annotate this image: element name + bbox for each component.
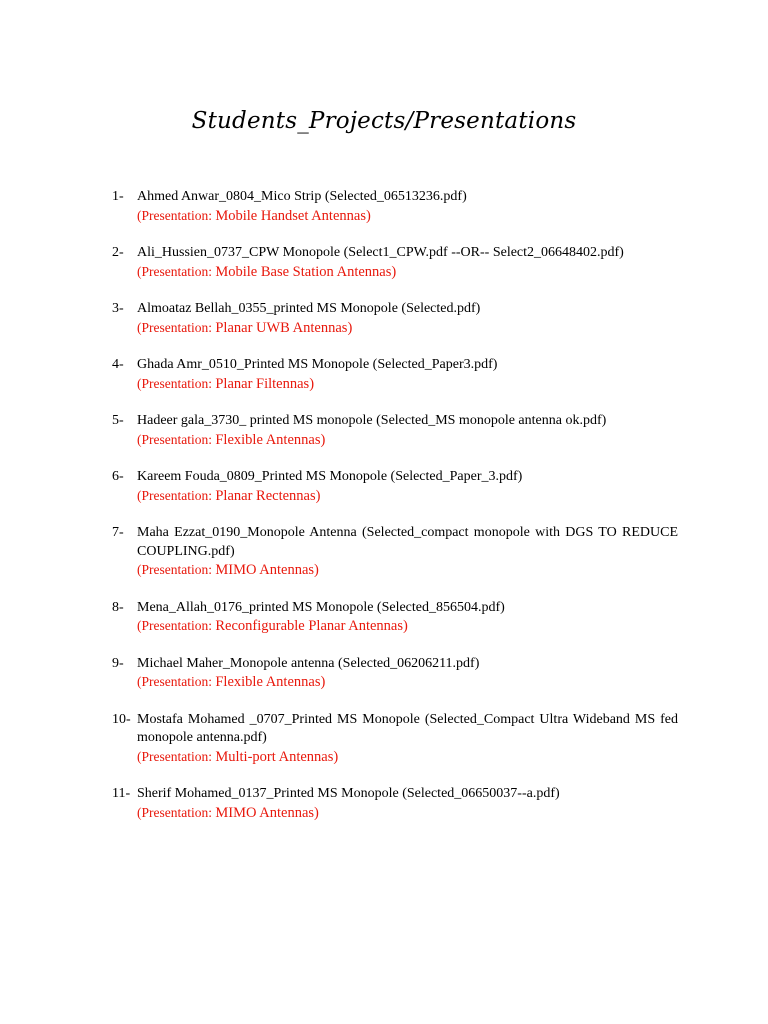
list-item	[112, 785, 678, 823]
presentation-prefix: (Presentation:	[137, 562, 216, 577]
presentation-topic: Multi-port Antennas)	[215, 748, 339, 765]
presentation-topic: Mobile Handset Antennas)	[215, 207, 371, 224]
page-title: Students_Projects/Presentations	[191, 108, 577, 134]
presentation-line	[137, 617, 678, 637]
item-number: 10-	[112, 711, 131, 727]
list-item	[112, 300, 678, 338]
presentation-prefix: (Presentation:	[137, 748, 216, 764]
list-item	[112, 244, 678, 282]
list-item	[112, 468, 678, 506]
presentation-prefix: (Presentation:	[137, 804, 216, 820]
presentation-prefix: (Presentation:	[137, 207, 216, 223]
item-number: 3-	[112, 301, 124, 316]
project-text: Maha Ezzat_0190_Monopole Antenna (Selected_compact monopole with DGS TO REDUCE COUPLING.pdf)	[137, 525, 678, 559]
presentation-line	[137, 207, 678, 227]
presentation-line	[137, 263, 678, 283]
presentation-topic: Reconfigurable Planar Antennas)	[215, 618, 408, 634]
presentation-topic: Flexible Antennas)	[215, 674, 326, 690]
presentation-topic: Planar Rectennas)	[215, 487, 321, 504]
project-text: Almoataz Bellah_0355_printed MS Monopole (Selected.pdf)	[137, 301, 481, 316]
presentation-topic: Mobile Base Station Antennas)	[215, 263, 397, 280]
item-number: 1-	[112, 189, 124, 204]
project-text: Ahmed Anwar_0804_Mico Strip (Selected_06513236.pdf)	[137, 189, 467, 204]
item-number: 8-	[112, 599, 124, 615]
project-text: Mostafa Mohamed _0707_Printed MS Monopole (Selected_Compact Ultra Wideband MS fed monopole antenna.pdf)	[137, 711, 678, 745]
presentation-topic: MIMO Antennas)	[215, 562, 319, 578]
list-item	[112, 655, 678, 693]
presentation-line	[137, 748, 678, 768]
item-number: 2-	[112, 245, 124, 260]
item-number: 11-	[112, 786, 131, 801]
presentation-line	[137, 673, 678, 693]
project-text: Mena_Allah_0176_printed MS Monopole (Selected_856504.pdf)	[137, 599, 505, 615]
presentation-prefix: (Presentation:	[137, 487, 216, 503]
presentation-topic: MIMO Antennas)	[215, 804, 319, 821]
presentation-prefix: (Presentation:	[137, 674, 216, 689]
list-item	[112, 356, 678, 394]
presentation-topic: Planar Filtennas)	[215, 375, 315, 392]
item-number: 9-	[112, 655, 124, 671]
list-item	[112, 524, 678, 581]
item-number: 7-	[112, 525, 124, 540]
project-list	[112, 188, 678, 841]
presentation-line	[137, 319, 678, 339]
project-text: Kareem Fouda_0809_Printed MS Monopole (Selected_Paper_3.pdf)	[137, 469, 523, 484]
presentation-prefix: (Presentation:	[137, 431, 216, 447]
item-number: 5-	[112, 413, 124, 428]
project-text: Ali_Hussien_0737_CPW Monopole (Select1_CPW.pdf --OR-- Select2_06648402.pdf)	[137, 245, 624, 260]
presentation-line	[137, 561, 678, 581]
presentation-prefix: (Presentation:	[137, 618, 216, 633]
presentation-line	[137, 375, 678, 395]
presentation-prefix: (Presentation:	[137, 319, 216, 335]
presentation-line	[137, 804, 678, 824]
presentation-line	[137, 431, 678, 451]
project-text: Sherif Mohamed_0137_Printed MS Monopole (Selected_06650037--a.pdf)	[137, 786, 560, 801]
presentation-topic: Planar UWB Antennas)	[215, 319, 353, 336]
list-item	[112, 599, 678, 637]
list-item	[112, 188, 678, 226]
item-number: 6-	[112, 469, 124, 484]
project-text: Michael Maher_Monopole antenna (Selected_06206211.pdf)	[137, 655, 480, 671]
item-number: 4-	[112, 357, 124, 372]
presentation-line	[137, 487, 678, 507]
presentation-prefix: (Presentation:	[137, 375, 216, 391]
list-item	[112, 711, 678, 768]
list-item	[112, 412, 678, 450]
project-text: Ghada Amr_0510_Printed MS Monopole (Selected_Paper3.pdf)	[137, 357, 498, 372]
presentation-topic: Flexible Antennas)	[215, 431, 326, 448]
presentation-prefix: (Presentation:	[137, 263, 216, 279]
project-text: Hadeer gala_3730_ printed MS monopole (Selected_MS monopole antenna ok.pdf)	[137, 413, 607, 428]
